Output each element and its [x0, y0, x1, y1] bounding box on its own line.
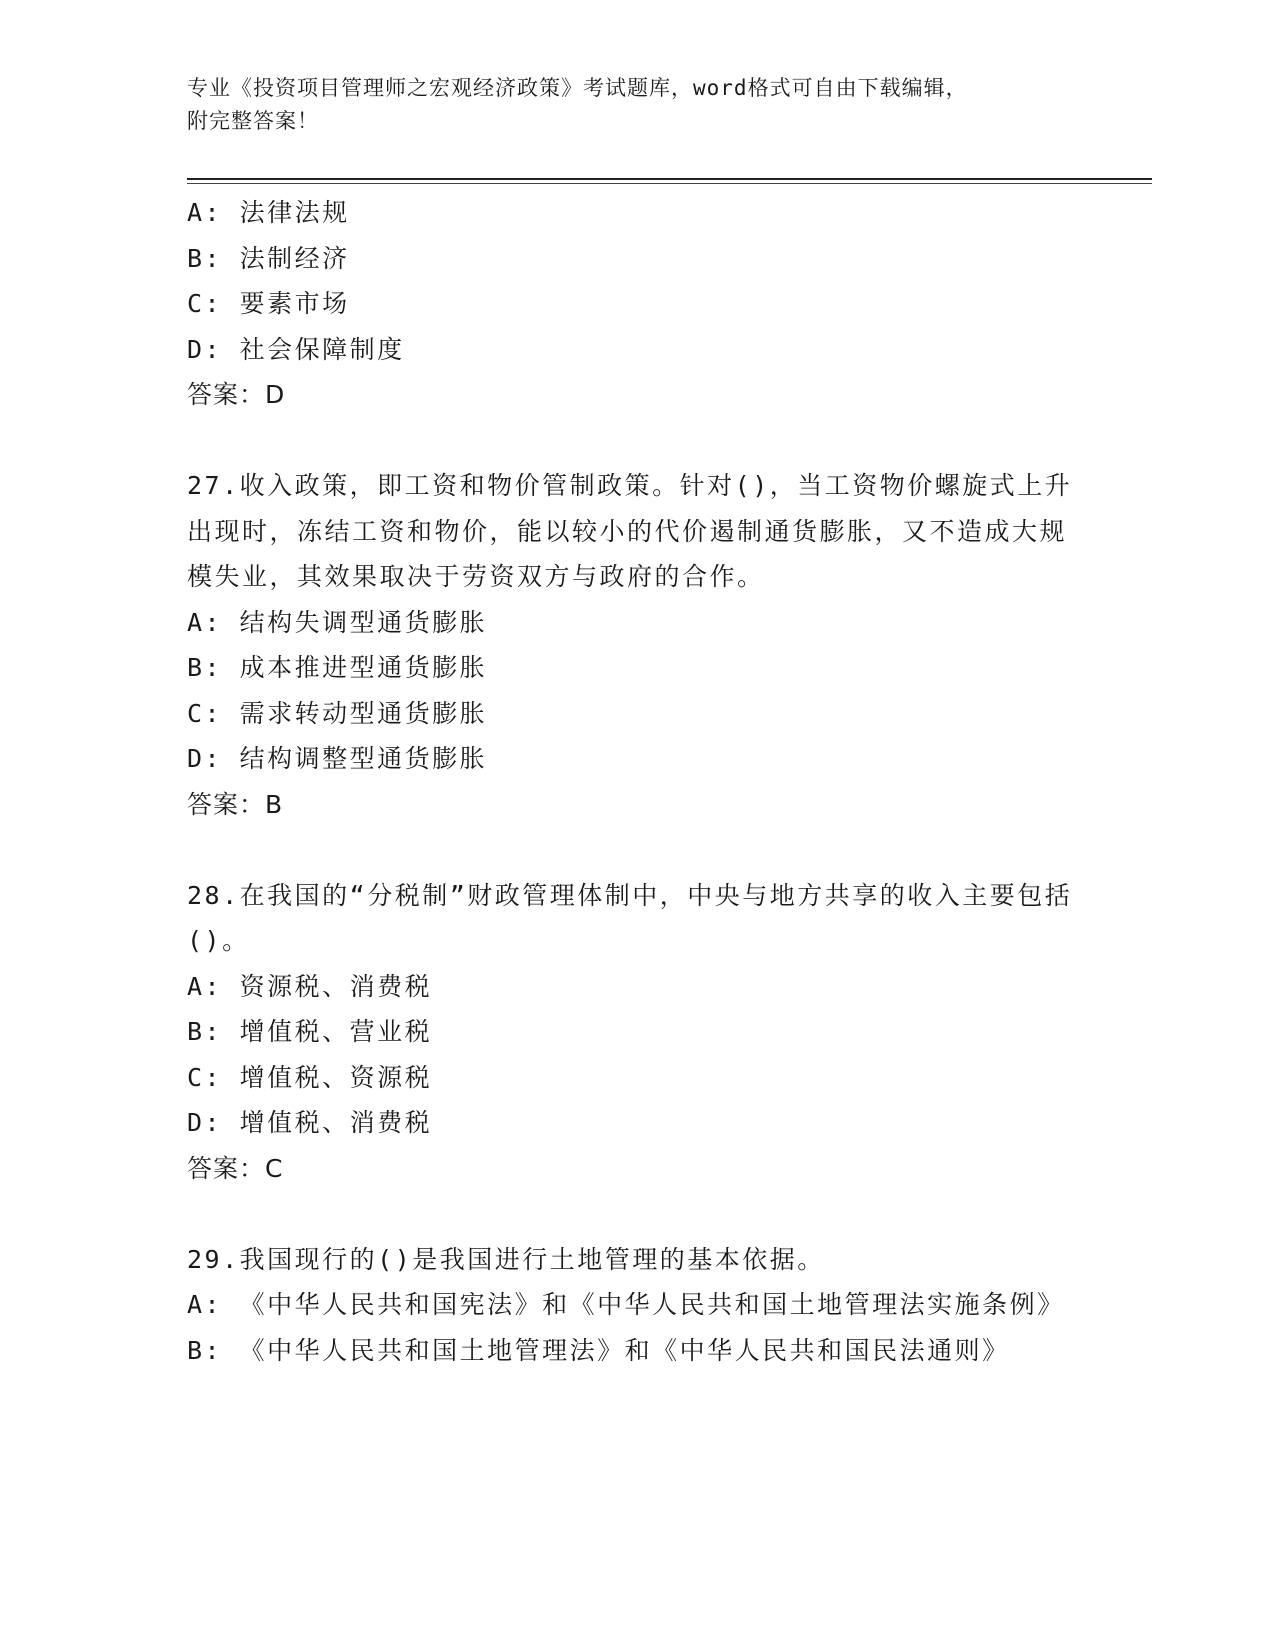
option-b: B: 法制经济: [187, 243, 350, 273]
header-divider-thick: [187, 178, 1152, 180]
question-stem: 27.收入政策，即工资和物价管制政策。针对()，当工资物价螺旋式上升出现时，冻结工资和物价，能以较小的代价遏制通货膨胀，又不造成大规模失业，其效果取决于劳资双方与政府的合作。: [187, 471, 1073, 591]
question-27: [187, 463, 1092, 827]
spacer: [187, 1191, 1092, 1237]
spacer: [187, 418, 1092, 464]
header-divider-thin: [187, 183, 1152, 184]
option-d: D: 社会保障制度: [187, 334, 405, 364]
spacer: [187, 827, 1092, 873]
option-c: C: 增值税、资源税: [187, 1062, 433, 1092]
option-c: C: 需求转动型通货膨胀: [187, 698, 488, 728]
question-stem: 29.我国现行的()是我国进行土地管理的基本依据。: [187, 1244, 825, 1274]
document-header: [187, 72, 1067, 138]
answer-label: 答案：D: [187, 380, 286, 409]
answer-label: 答案：B: [187, 789, 284, 819]
option-d: D: 结构调整型通货膨胀: [187, 744, 488, 773]
option-c: C: 要素市场: [187, 289, 350, 318]
option-a: A: 资源税、消费税: [187, 971, 433, 1001]
option-b: B: 《中华人民共和国土地管理法》和《中华人民共和国民法通则》: [187, 1335, 1010, 1365]
option-a: A: 《中华人民共和国宪法》和《中华人民共和国土地管理法实施条例》: [187, 1290, 1065, 1319]
question-28: [187, 873, 1092, 1192]
answer-label: 答案：C: [187, 1153, 284, 1183]
option-b: B: 增值税、营业税: [187, 1017, 433, 1046]
header-line-1: 专业《投资项目管理师之宏观经济政策》考试题库，word格式可自由下载编辑，: [187, 76, 968, 100]
option-a: A: 法律法规: [187, 198, 350, 227]
option-a: A: 结构失调型通货膨胀: [187, 607, 488, 637]
question-29: [187, 1237, 1092, 1374]
header-line-2: 附完整答案！: [187, 109, 319, 133]
option-d: D: 增值税、消费税: [187, 1108, 433, 1137]
question-stem: 28.在我国的“分税制”财政管理体制中，中央与地方共享的收入主要包括()。: [187, 880, 1073, 955]
question-list: [187, 190, 1092, 1373]
question-26: [187, 190, 1092, 418]
option-b: B: 成本推进型通货膨胀: [187, 653, 488, 682]
